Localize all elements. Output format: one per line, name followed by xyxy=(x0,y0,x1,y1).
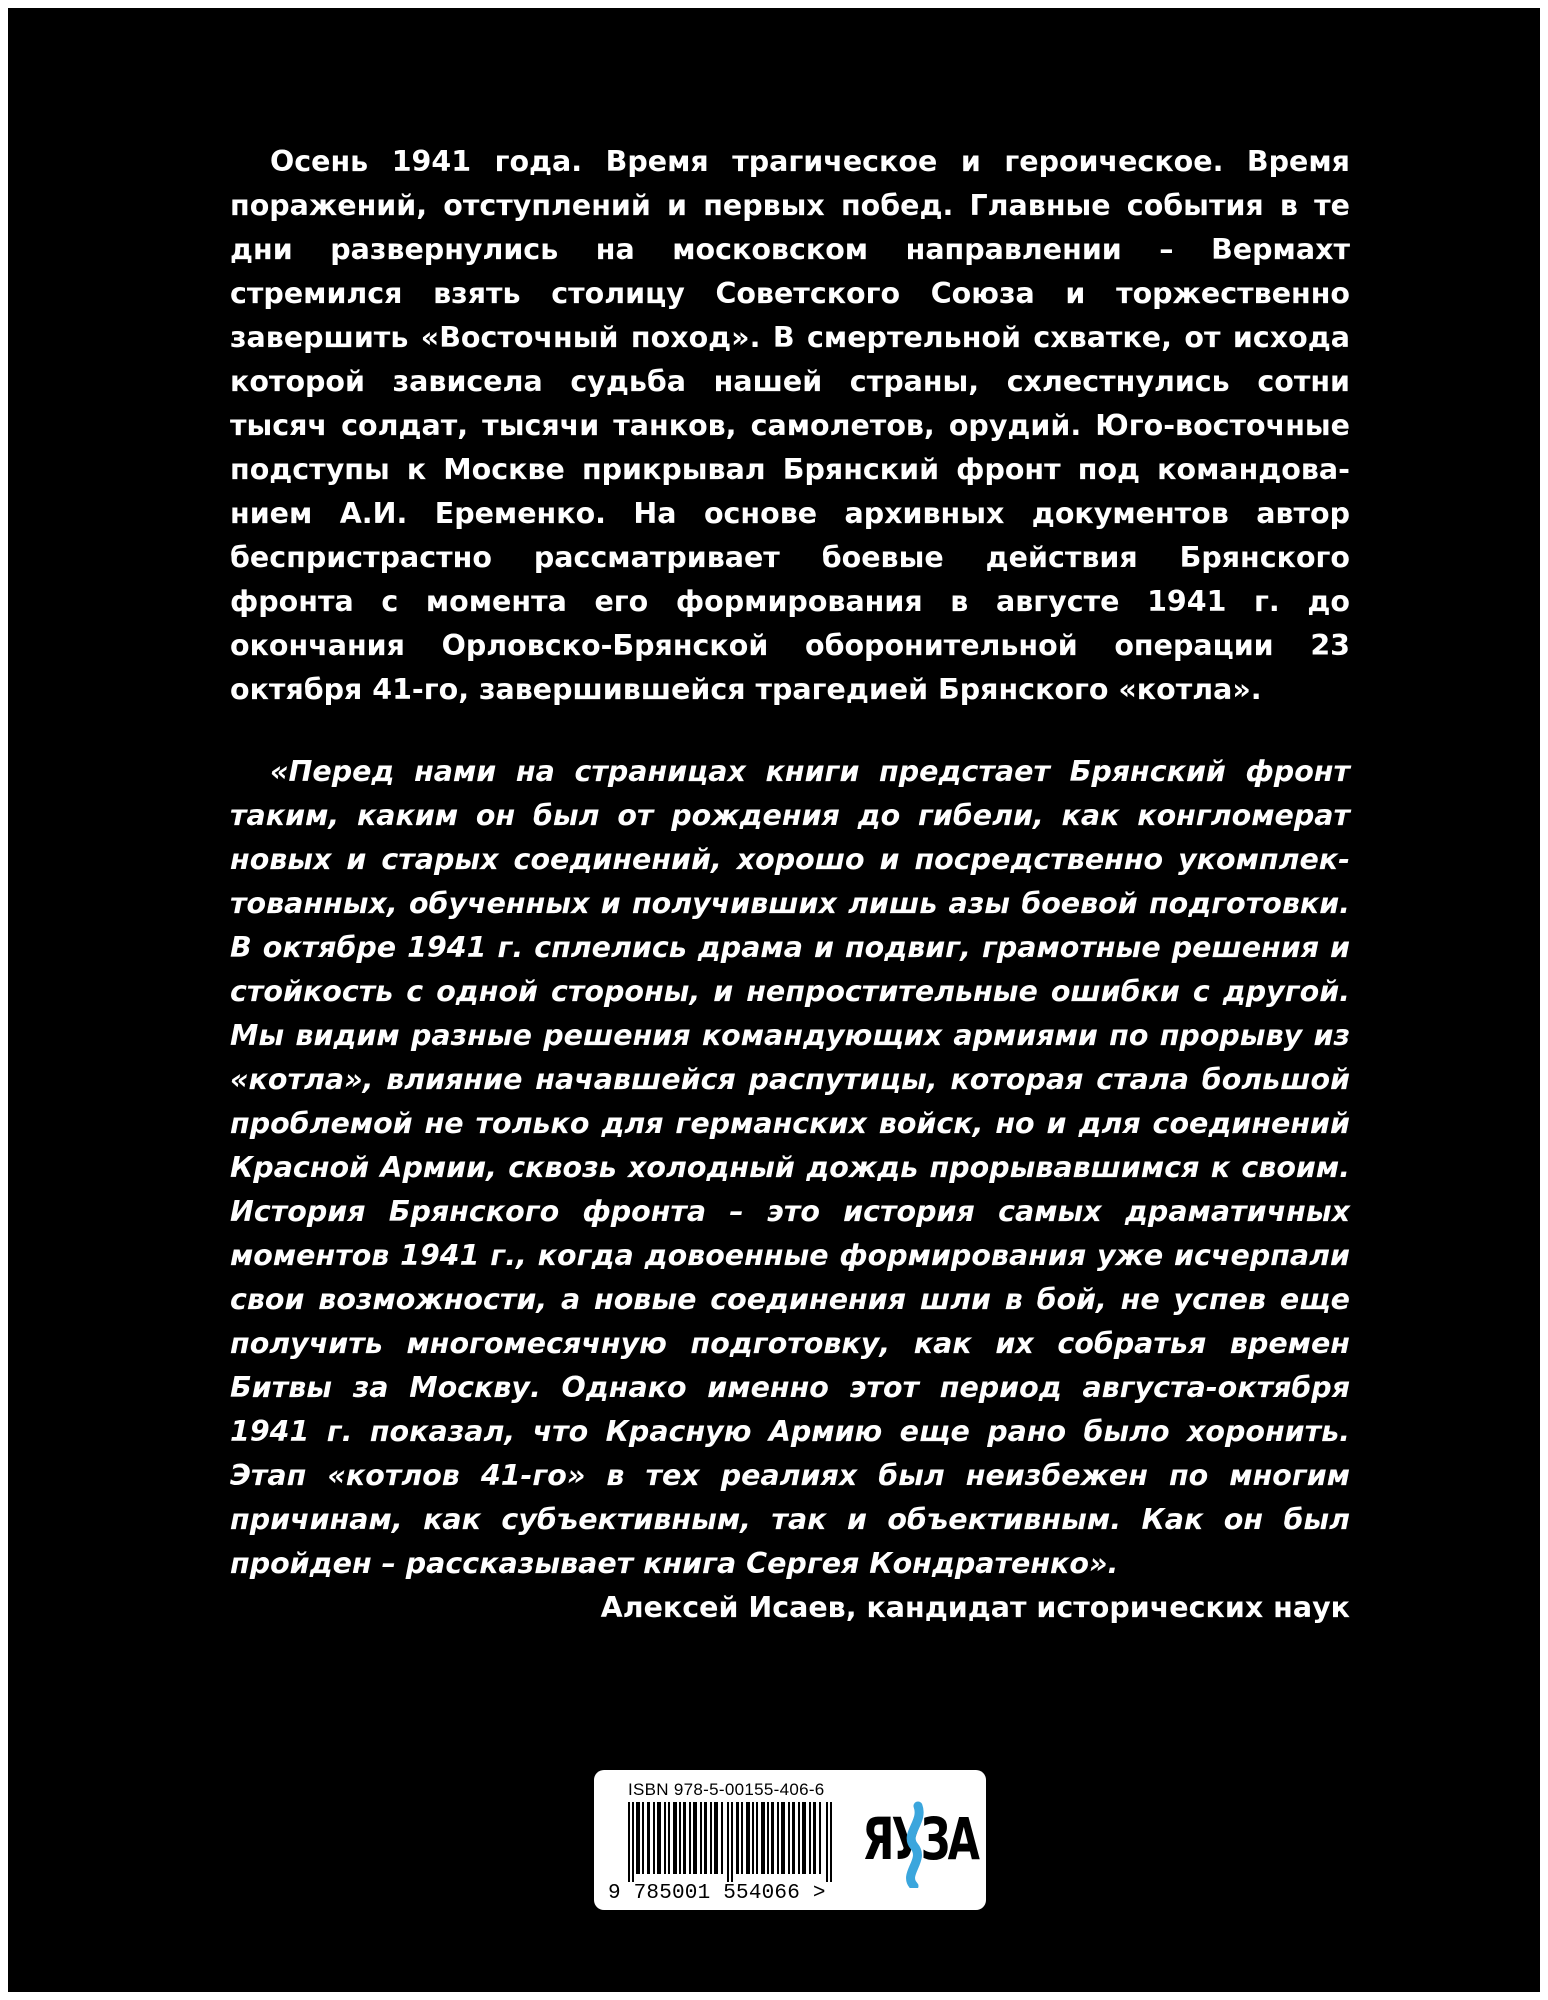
publisher-logo xyxy=(844,1800,978,1888)
publisher-logo-text: ЯУЗА xyxy=(862,1805,978,1873)
cover-text xyxy=(230,140,1350,1630)
quote-attribution: Алексей Исаев, кандидат исторических наук xyxy=(600,1591,1350,1624)
wave-icon xyxy=(844,1800,978,1888)
barcode-image xyxy=(628,1802,834,1882)
description-paragraph: Осень 1941 года. Время трагическое и героическое. Время поражений, отступлений и первых побед. Главные события в те дни развернулись на московском направлении – Вермахт стремился взять столицу Советского Союза и торжественно завершить «Восточный поход». В смертельной схватке, от исхода которой зависела судьба нашей страны, схлестнулись сотни тысяч солдат, тысячи танков, самолетов, орудий. Юго-восточные подступы к Москве прикрывал Брянский фронт под командованием А.И. Еременко. На основе архивных документов автор беспристрастно рассматривает боевые действия Брянского фронта с момента его формирования в августе 1941 г. до окончания Орловско-Брянской оборонительной операции 23 октября 41-го, завершившейся трагедией Брянского «котла». xyxy=(230,145,1350,706)
barcode-digits: 9 785001 554066 > xyxy=(608,1882,826,1905)
quote-paragraph: «Перед нами на страницах книги предстает Брянский фронт таким, каким он был от рождения до гибели, как конгломерат новых и старых соединений, хорошо и посредственно укомплектованных, обученных и получивших лишь азы боевой подготовки. В октябре 1941 г. сплелись драма и подвиг, грамотные решения и стойкость с одной стороны, и непростительные ошибки с другой. Мы видим разные решения командующих армиями по прорыву из «котла», влияние начавшейся распутицы, которая стала большой проблемой не только для германских войск, но и для соединений Красной Армии, сквозь холодный дождь прорывавшимся к своим. История Брянского фронта – это история самых драматичных моментов 1941 г., когда довоенные формирования уже исчерпали свои возможности, а новые соединения шли в бой, не успев еще получить многомесячную подготовку, как их собратья времен Битвы за Москву. Однако именно этот период августа-октября 1941 г. показал, что Красную Армию еще рано было хоронить. Этап «котлов 41-го» в тех реалиях был неизбежен по многим причинам, как субъективным, так и объективным. Как он был пройден – рассказывает книга Сергея Кондратенко». xyxy=(230,755,1350,1580)
barcode-panel xyxy=(594,1770,986,1910)
back-cover xyxy=(8,8,1540,1992)
isbn-label: ISBN 978-5-00155-406-6 xyxy=(628,1780,825,1799)
